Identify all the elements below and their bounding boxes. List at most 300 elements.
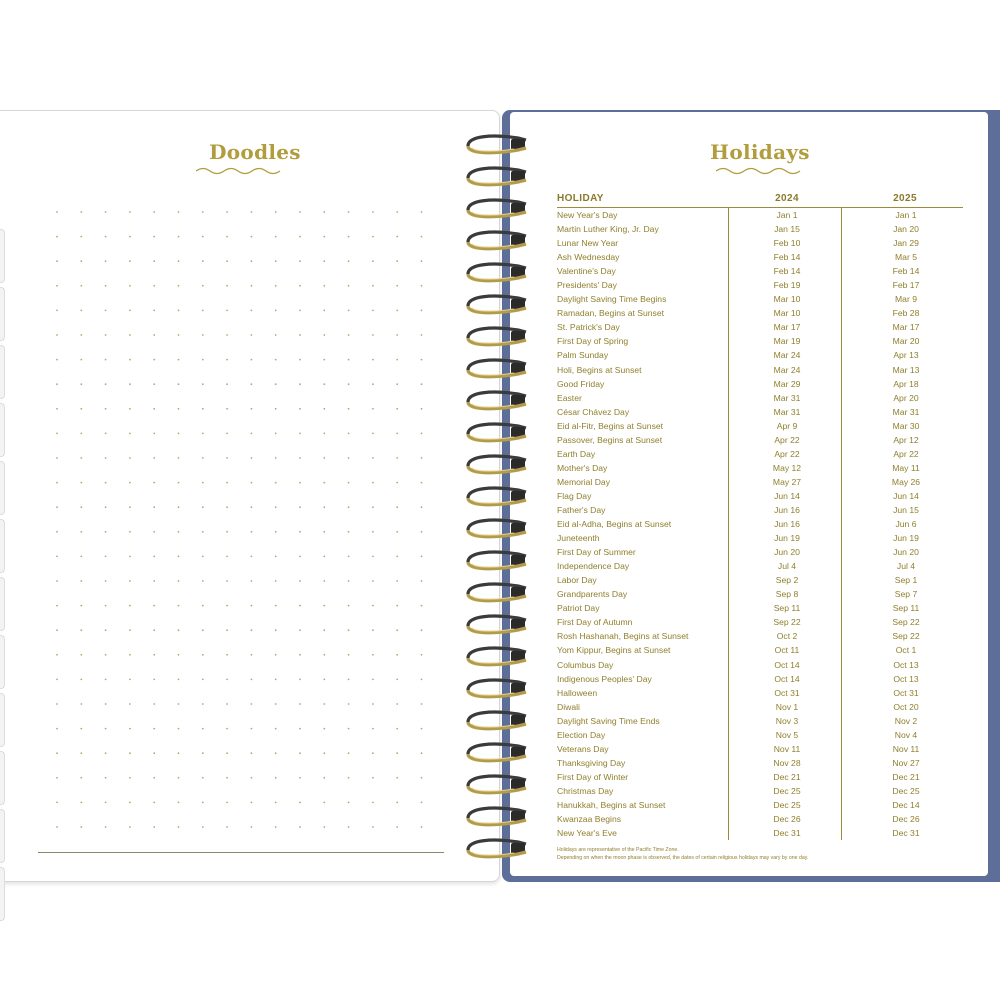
holiday-name: Hanukkah, Begins at Sunset: [557, 799, 666, 810]
grid-dot: [178, 457, 180, 459]
grid-dot: [226, 580, 228, 582]
grid-dot: [421, 826, 423, 828]
date-2025: Dec 26: [892, 814, 920, 825]
grid-dot: [421, 752, 423, 754]
date-2025: Oct 13: [893, 673, 919, 684]
date-2024: Dec 25: [773, 799, 801, 810]
grid-dot: [299, 334, 301, 336]
grid-dot: [153, 728, 155, 730]
date-2024: Nov 11: [773, 743, 801, 754]
grid-dot: [299, 777, 301, 779]
grid-dot: [348, 211, 350, 213]
table-row: [557, 349, 963, 363]
grid-dot: [80, 408, 82, 410]
grid-dot: [275, 802, 277, 804]
grid-dot: [323, 211, 325, 213]
date-2024: Feb 19: [773, 280, 801, 291]
holiday-name: Yom Kippur, Begins at Sunset: [557, 645, 671, 656]
table-row: [557, 490, 963, 504]
grid-dot: [348, 654, 350, 656]
month-tab[interactable]: [0, 403, 5, 457]
grid-dot: [323, 752, 325, 754]
table-row: [557, 223, 963, 237]
grid-dot: [80, 260, 82, 262]
grid-dot: [323, 728, 325, 730]
month-tab[interactable]: [0, 635, 5, 689]
month-tab[interactable]: [0, 809, 5, 863]
grid-dot: [129, 211, 131, 213]
date-2024: Nov 3: [775, 715, 799, 726]
grid-dot: [56, 556, 58, 558]
date-2025: May 11: [892, 462, 920, 473]
date-2025: Dec 25: [892, 785, 920, 796]
grid-dot: [202, 285, 204, 287]
grid-dot: [202, 359, 204, 361]
spiral-coil: [468, 168, 526, 185]
date-2024: Jan 15: [774, 224, 800, 235]
grid-dot: [129, 433, 131, 435]
month-tab[interactable]: [0, 519, 5, 573]
grid-dot: [129, 506, 131, 508]
date-2024: Oct 11: [774, 645, 800, 656]
grid-dot: [153, 580, 155, 582]
grid-dot: [105, 236, 107, 238]
grid-dot: [275, 236, 277, 238]
grid-dot: [56, 310, 58, 312]
grid-dot: [56, 236, 58, 238]
grid-dot: [178, 482, 180, 484]
grid-dot: [323, 310, 325, 312]
dot-grid[interactable]: [55, 210, 440, 840]
spiral-coil: [468, 744, 526, 761]
month-tab[interactable]: [0, 287, 5, 341]
holiday-name: Memorial Day: [557, 476, 611, 487]
grid-dot: [56, 802, 58, 804]
grid-dot: [178, 703, 180, 705]
grid-dot: [226, 236, 228, 238]
grid-dot: [251, 802, 253, 804]
grid-dot: [105, 383, 107, 385]
grid-dot: [348, 408, 350, 410]
grid-dot: [80, 605, 82, 607]
date-2025: Mar 31: [892, 406, 920, 417]
holiday-name: Ash Wednesday: [557, 252, 620, 263]
grid-dot: [202, 580, 204, 582]
date-2025: Jan 1: [895, 210, 917, 220]
grid-dot: [105, 679, 107, 681]
holiday-name: Indigenous Peoples' Day: [557, 673, 652, 684]
grid-dot: [80, 654, 82, 656]
date-2024: Mar 24: [773, 364, 801, 375]
grid-dot: [105, 433, 107, 435]
holiday-name: Election Day: [557, 729, 606, 740]
date-2025: Oct 31: [893, 687, 919, 698]
table-row: [557, 602, 963, 616]
date-2024: Jun 20: [774, 547, 800, 558]
holiday-name: Lunar New Year: [557, 238, 619, 249]
month-tab[interactable]: [0, 751, 5, 805]
holiday-name: Grandparents Day: [557, 589, 628, 600]
table-row: [557, 659, 963, 673]
grid-dot: [396, 433, 398, 435]
grid-dot: [153, 556, 155, 558]
grid-dot: [80, 629, 82, 631]
date-2024: Jul 4: [777, 561, 797, 572]
grid-dot: [275, 531, 277, 533]
grid-dot: [56, 777, 58, 779]
grid-dot: [323, 777, 325, 779]
grid-dot: [153, 679, 155, 681]
grid-dot: [202, 383, 204, 385]
grid-dot: [372, 383, 374, 385]
grid-dot: [80, 359, 82, 361]
table-row: [557, 546, 963, 560]
date-2024: May 12: [772, 462, 802, 473]
grid-dot: [105, 777, 107, 779]
table-row: [557, 265, 963, 279]
month-tab[interactable]: [0, 693, 5, 747]
grid-dot: [178, 728, 180, 730]
table-row: [557, 785, 963, 799]
grid-dot: [56, 654, 58, 656]
column-header-holiday: HOLIDAY: [557, 193, 604, 204]
grid-dot: [153, 654, 155, 656]
grid-dot: [275, 211, 277, 213]
grid-dot: [80, 580, 82, 582]
grid-dot: [153, 457, 155, 459]
title-underline-wave: [716, 166, 804, 176]
grid-dot: [372, 433, 374, 435]
grid-dot: [251, 556, 253, 558]
grid-dot: [251, 285, 253, 287]
grid-dot: [396, 802, 398, 804]
holiday-name: Columbus Day: [557, 659, 614, 670]
holiday-name: Diwali: [557, 701, 580, 712]
note-line: Depending on when the moon phase is observed, the dates of certain religious holidays may vary by one day.: [557, 855, 809, 861]
grid-dot: [421, 285, 423, 287]
grid-dot: [56, 605, 58, 607]
table-row: [557, 251, 963, 265]
grid-dot: [396, 457, 398, 459]
date-2025: Nov 2: [894, 715, 918, 726]
grid-dot: [372, 679, 374, 681]
grid-dot: [178, 433, 180, 435]
date-2025: Jul 4: [896, 561, 916, 572]
grid-dot: [129, 752, 131, 754]
table-row: [557, 209, 963, 223]
grid-dot: [299, 802, 301, 804]
date-2024: Dec 25: [773, 785, 801, 796]
grid-dot: [372, 802, 374, 804]
grid-dot: [372, 236, 374, 238]
grid-dot: [153, 629, 155, 631]
grid-dot: [421, 728, 423, 730]
date-2024: May 27: [772, 476, 802, 487]
grid-dot: [275, 629, 277, 631]
date-2025: Apr 13: [893, 350, 919, 361]
grid-dot: [129, 703, 131, 705]
grid-dot: [105, 556, 107, 558]
grid-dot: [421, 260, 423, 262]
grid-dot: [178, 531, 180, 533]
table-row: [557, 378, 963, 392]
grid-dot: [348, 752, 350, 754]
grid-dot: [105, 531, 107, 533]
grid-dot: [251, 703, 253, 705]
date-2024: Nov 5: [775, 729, 799, 740]
grid-dot: [323, 531, 325, 533]
grid-dot: [202, 777, 204, 779]
grid-dot: [251, 752, 253, 754]
grid-dot: [372, 531, 374, 533]
grid-dot: [396, 679, 398, 681]
grid-dot: [202, 260, 204, 262]
holiday-name: Martin Luther King, Jr. Day: [557, 224, 659, 235]
grid-dot: [202, 457, 204, 459]
grid-dot: [226, 777, 228, 779]
grid-dot: [153, 752, 155, 754]
grid-dot: [396, 629, 398, 631]
month-tab[interactable]: [0, 867, 5, 921]
month-tab[interactable]: [0, 461, 5, 515]
grid-dot: [372, 457, 374, 459]
grid-dot: [323, 580, 325, 582]
holiday-name: Veterans Day: [557, 743, 609, 754]
grid-dot: [348, 506, 350, 508]
grid-dot: [129, 728, 131, 730]
grid-dot: [299, 285, 301, 287]
grid-dot: [251, 359, 253, 361]
grid-dot: [396, 334, 398, 336]
grid-dot: [129, 629, 131, 631]
holiday-name: Presidents' Day: [557, 280, 617, 291]
grid-dot: [421, 605, 423, 607]
grid-dot: [80, 777, 82, 779]
date-2025: Feb 28: [892, 308, 920, 319]
grid-dot: [251, 654, 253, 656]
date-2025: Oct 20: [893, 701, 919, 712]
holiday-name: Halloween: [557, 687, 598, 698]
grid-dot: [396, 605, 398, 607]
date-2024: Oct 14: [774, 659, 800, 670]
grid-dot: [299, 679, 301, 681]
grid-dot: [153, 359, 155, 361]
grid-dot: [178, 605, 180, 607]
grid-dot: [275, 703, 277, 705]
grid-dot: [129, 802, 131, 804]
grid-dot: [178, 260, 180, 262]
grid-dot: [251, 826, 253, 828]
grid-dot: [178, 383, 180, 385]
holiday-name: Daylight Saving Time Begins: [557, 294, 667, 305]
date-2025: Jun 19: [893, 533, 919, 544]
grid-dot: [178, 654, 180, 656]
grid-dot: [251, 457, 253, 459]
grid-dot: [226, 457, 228, 459]
grid-dot: [129, 482, 131, 484]
grid-dot: [396, 728, 398, 730]
date-2024: Jun 16: [774, 519, 800, 530]
column-header-2025: 2025: [893, 193, 917, 204]
grid-dot: [226, 703, 228, 705]
date-2024: Sep 22: [773, 617, 801, 628]
grid-dot: [299, 826, 301, 828]
grid-dot: [153, 703, 155, 705]
grid-dot: [323, 629, 325, 631]
date-2025: Jun 6: [895, 519, 917, 530]
grid-dot: [372, 310, 374, 312]
date-2025: Apr 18: [893, 378, 919, 389]
grid-dot: [80, 826, 82, 828]
grid-dot: [105, 408, 107, 410]
grid-dot: [202, 605, 204, 607]
month-tab[interactable]: [0, 229, 5, 283]
grid-dot: [396, 752, 398, 754]
grid-dot: [421, 580, 423, 582]
grid-dot: [178, 285, 180, 287]
grid-dot: [323, 260, 325, 262]
grid-dot: [251, 531, 253, 533]
holiday-name: Labor Day: [557, 575, 597, 586]
grid-dot: [372, 506, 374, 508]
holiday-name: First Day of Winter: [557, 771, 629, 782]
grid-dot: [396, 310, 398, 312]
table-row: [557, 757, 963, 771]
grid-dot: [202, 531, 204, 533]
grid-dot: [226, 728, 228, 730]
table-row: [557, 448, 963, 462]
grid-dot: [105, 310, 107, 312]
table-row: [557, 279, 963, 293]
grid-dot: [275, 506, 277, 508]
grid-dot: [105, 334, 107, 336]
holiday-name: St. Patrick's Day: [557, 322, 620, 333]
table-body: [557, 209, 963, 841]
grid-dot: [80, 728, 82, 730]
grid-dot: [275, 777, 277, 779]
grid-dot: [251, 605, 253, 607]
grid-dot: [396, 383, 398, 385]
date-2024: Mar 10: [773, 294, 801, 305]
table-row: [557, 813, 963, 827]
grid-dot: [105, 285, 107, 287]
date-2024: Jun 14: [774, 490, 800, 501]
grid-dot: [421, 310, 423, 312]
grid-dot: [251, 777, 253, 779]
grid-dot: [56, 580, 58, 582]
grid-dot: [396, 531, 398, 533]
grid-dot: [299, 457, 301, 459]
grid-dot: [275, 654, 277, 656]
grid-dot: [105, 826, 107, 828]
grid-dot: [299, 703, 301, 705]
grid-dot: [323, 433, 325, 435]
grid-dot: [226, 556, 228, 558]
date-2024: Apr 22: [774, 448, 800, 459]
date-2025: Nov 27: [892, 757, 920, 768]
grid-dot: [178, 506, 180, 508]
grid-dot: [202, 679, 204, 681]
date-2025: Mar 13: [892, 364, 920, 375]
date-2024: Apr 22: [774, 434, 800, 445]
grid-dot: [396, 211, 398, 213]
date-2024: Sep 11: [773, 603, 801, 614]
spiral-coil: [468, 776, 526, 793]
holiday-name: Thanksgiving Day: [557, 757, 626, 768]
table-row: [557, 518, 963, 532]
grid-dot: [372, 654, 374, 656]
grid-dot: [348, 556, 350, 558]
grid-dot: [275, 260, 277, 262]
grid-dot: [226, 654, 228, 656]
holiday-name: Rosh Hashanah, Begins at Sunset: [557, 631, 689, 642]
grid-dot: [348, 728, 350, 730]
date-2024: Dec 26: [773, 814, 801, 825]
grid-dot: [275, 457, 277, 459]
date-2025: Mar 5: [895, 252, 917, 263]
grid-dot: [178, 556, 180, 558]
grid-dot: [251, 482, 253, 484]
grid-dot: [275, 334, 277, 336]
grid-dot: [396, 777, 398, 779]
month-tab[interactable]: [0, 345, 5, 399]
grid-dot: [251, 506, 253, 508]
grid-dot: [226, 629, 228, 631]
grid-dot: [323, 359, 325, 361]
grid-dot: [348, 260, 350, 262]
grid-dot: [178, 629, 180, 631]
grid-dot: [299, 752, 301, 754]
grid-dot: [372, 211, 374, 213]
grid-dot: [105, 654, 107, 656]
grid-dot: [421, 629, 423, 631]
table-row: [557, 827, 963, 841]
grid-dot: [153, 433, 155, 435]
grid-dot: [153, 285, 155, 287]
grid-dot: [348, 703, 350, 705]
date-2025: Jan 29: [893, 238, 919, 249]
grid-dot: [372, 752, 374, 754]
grid-dot: [56, 457, 58, 459]
grid-dot: [299, 605, 301, 607]
grid-dot: [202, 310, 204, 312]
spiral-coil: [468, 712, 526, 729]
grid-dot: [80, 679, 82, 681]
date-2024: Feb 14: [773, 266, 801, 277]
grid-dot: [275, 285, 277, 287]
grid-dot: [396, 236, 398, 238]
date-2025: Jun 15: [893, 504, 919, 515]
table-row: [557, 771, 963, 785]
grid-dot: [202, 211, 204, 213]
title-underline-wave: [196, 166, 284, 176]
grid-dot: [372, 777, 374, 779]
spiral-coil: [468, 328, 526, 345]
spiral-coil: [468, 840, 526, 857]
grid-dot: [226, 531, 228, 533]
date-2024: Oct 31: [774, 687, 800, 698]
month-tab[interactable]: [0, 577, 5, 631]
grid-dot: [153, 310, 155, 312]
holiday-name: Daylight Saving Time Ends: [557, 715, 660, 726]
date-2024: Dec 21: [773, 771, 801, 782]
date-2024: Feb 14: [773, 252, 801, 263]
table-row: [557, 743, 963, 757]
grid-dot: [129, 605, 131, 607]
grid-dot: [421, 506, 423, 508]
table-row: [557, 729, 963, 743]
grid-dot: [80, 211, 82, 213]
